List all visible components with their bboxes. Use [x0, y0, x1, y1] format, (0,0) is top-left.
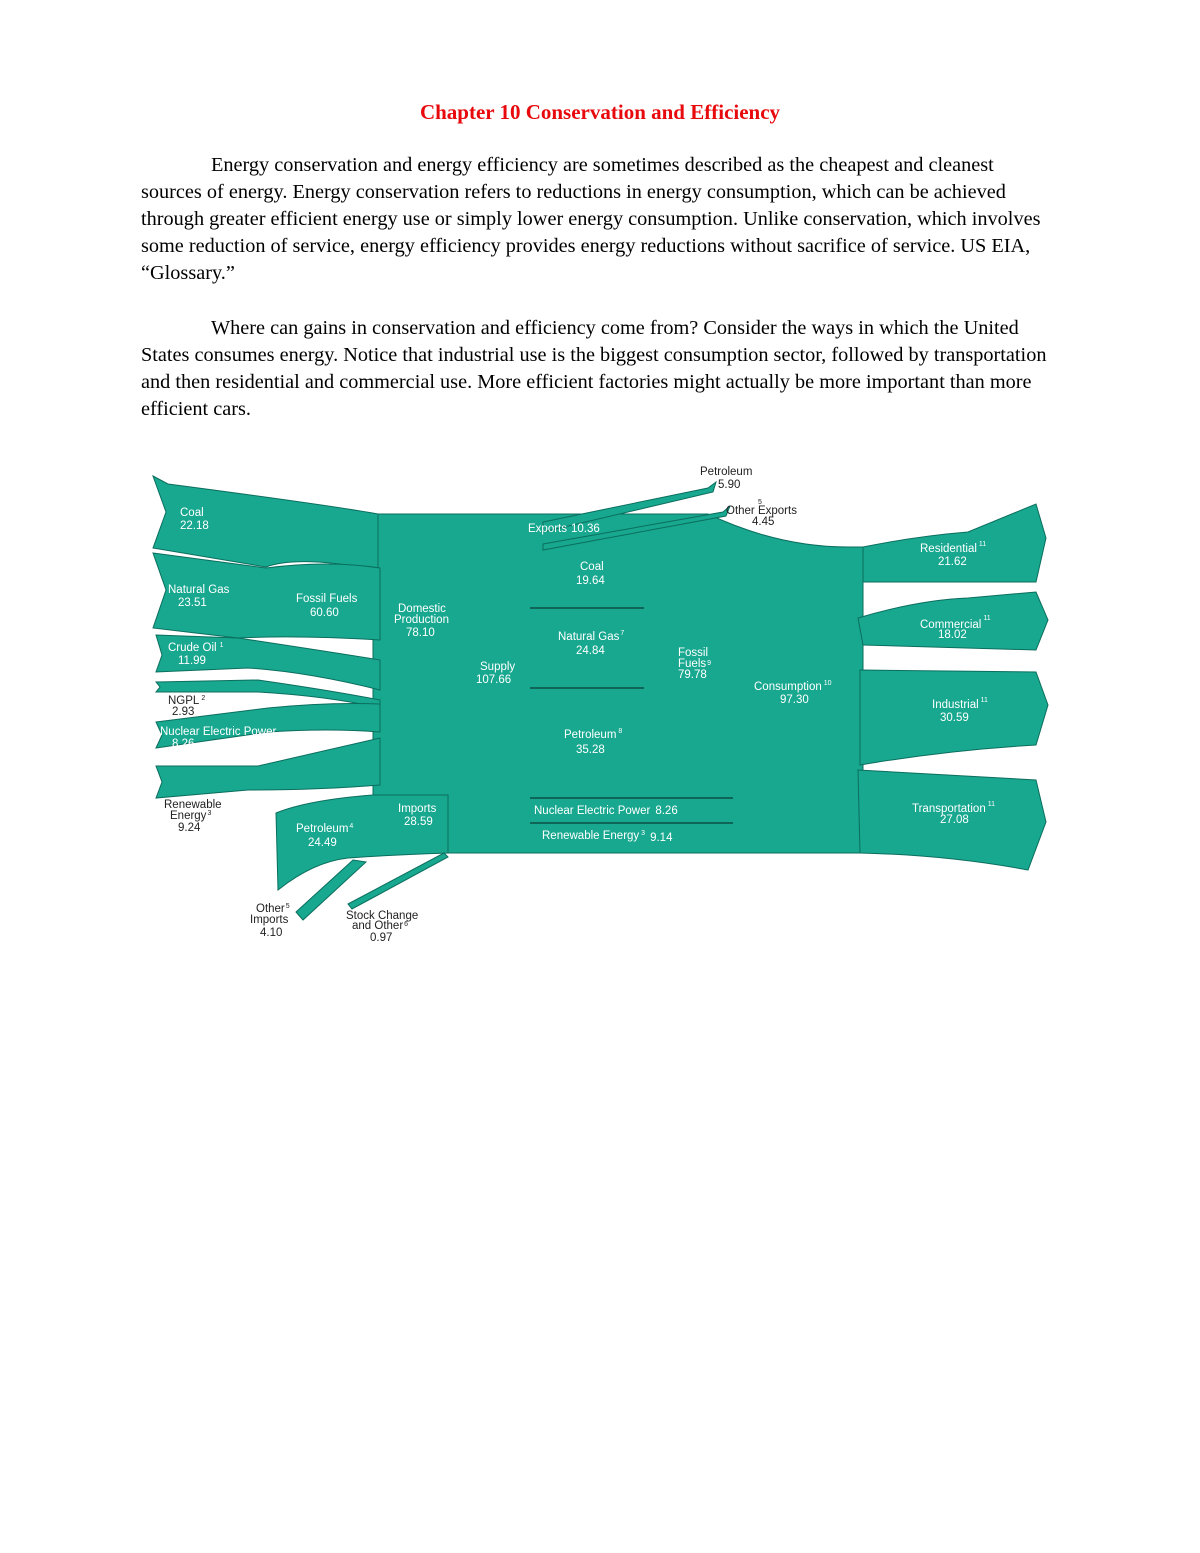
flow-shapes: [153, 476, 1048, 920]
paragraph-sectors: [141, 315, 1059, 423]
paragraph-definition: [141, 152, 1059, 287]
label-domestic-production: Domestic Production 78.10: [394, 603, 449, 639]
label-fossil-fuels-mid: Fossil Fuels9 79.78: [678, 647, 712, 681]
label-natural-gas-mid: Natural Gas$^7$ 24.84: [558, 630, 625, 657]
label-petroleum-mid: Petroleum $^8$ 35.28: [564, 728, 623, 756]
label-industrial: Industrial $^{11}$ 30.59: [932, 697, 988, 724]
energy-flow-svg: [148, 460, 1052, 950]
label-stock-change: Stock Change and Other$^6$ 0.97: [346, 910, 419, 944]
label-residential: Residential $^{11}$ 21.62: [920, 541, 987, 568]
label-petroleum-import: Petroleum$^4$ 24.49: [296, 823, 354, 849]
label-ngpl: NGPL $^2$ 2.93: [168, 695, 206, 718]
label-other-exports: Other Exports5 4.45: [726, 499, 797, 528]
chapter-title: Chapter 10 Conservation and Efficiency: [419, 100, 781, 124]
label-supply: Supply 107.66: [476, 661, 516, 686]
label-fossil-fuels-input: Fossil Fuels 60.60: [296, 593, 358, 619]
paragraph-text: Energy conservation and energy efficiency are sometimes described as the cheapest and cleanest sources of energy. Energy conservation refers to reductions in energy consumption, which can be achieved through greater efficient energy use or simply lower energy consumption. Unlike conservation, which involves some reduction of service, energy efficiency provides energy reductions without sacrifice of service. US EIA, “Glossary.”: [141, 154, 1041, 284]
label-other-imports: Other$^5$ Imports 4.10: [250, 903, 290, 939]
energy-flow-diagram: [148, 460, 1052, 950]
label-consumption: Consumption $^{10}$ 97.30: [754, 680, 832, 706]
label-commercial: Commercial$^{11}$ 18.02: [920, 615, 991, 641]
paragraph-text: Where can gains in conservation and efficiency come from? Consider the ways in which the United States consumes energy. Notice that industrial use is the biggest consumption sector, followed by transportation and then residential and commercial use. More efficient factories might actually be more important than more efficient cars.: [141, 317, 1047, 420]
label-renewable-input: Renewable Energy$^3$ 9.24: [164, 799, 222, 834]
label-crude-oil: Crude Oil $^1$ 11.99: [168, 642, 224, 667]
label-natural-gas-input: Natural Gas 23.51: [168, 584, 230, 609]
label-imports: Imports 28.59: [398, 803, 437, 828]
label-exports: Exports 10.36: [528, 523, 600, 535]
label-nuclear-input: Nuclear Electric Power 8.26: [160, 726, 277, 750]
label-petroleum-export: Petroleum 5.90: [700, 466, 753, 491]
label-nuclear-mid: Nuclear Electric Power 8.26: [534, 805, 678, 817]
label-transportation: Transportation $^{11}$ 27.08: [912, 801, 996, 826]
label-renewable-mid: Renewable Energy $^3$ 9.14: [542, 830, 673, 844]
label-coal-mid: Coal 19.64: [576, 561, 605, 587]
label-coal-input: Coal 22.18: [180, 507, 209, 532]
